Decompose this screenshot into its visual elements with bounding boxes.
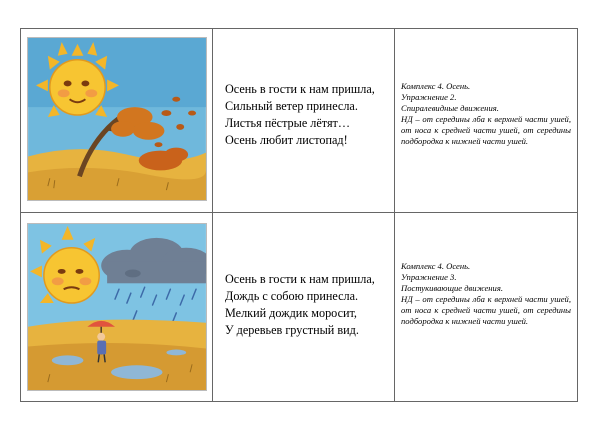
rainy-autumn-illustration: [27, 223, 207, 391]
movement-description: НД – от середины лба к верхней части ушей, от носа к средней части ушей, от середины подбородка к нижней части ушей.: [401, 114, 571, 146]
poem-line: Листья пёстрые лётят…: [225, 116, 351, 130]
poem-line: Осень в гости к нам пришла,: [225, 272, 375, 286]
poem-cell: [213, 29, 395, 212]
movement-type: Спиралевидные движения.: [401, 103, 499, 113]
complex-title: Комплекс 4. Осень.: [401, 261, 471, 271]
instruction-text: [401, 81, 571, 147]
poem-line: Осень любит листопад!: [225, 133, 348, 147]
poem-line: Сильный ветер принесла.: [225, 99, 358, 113]
poem-text: [225, 271, 390, 339]
instruction-cell: [395, 213, 577, 401]
instruction-cell: [395, 29, 577, 212]
movement-type: Постукивающие движения.: [401, 283, 503, 293]
poem-line: Мелкий дождик моросит,: [225, 306, 357, 320]
exercise-number: Упражнение 2.: [401, 92, 457, 102]
movement-description: НД – от середины лба к верхней части ушей, от носа к средней части ушей, от середины подбородка к нижней части ушей.: [401, 294, 571, 326]
sun-rain-illustration-icon: [28, 224, 206, 390]
illustration-cell: [21, 213, 213, 401]
exercise-number: Упражнение 3.: [401, 272, 457, 282]
sun-wind-illustration-icon: [28, 38, 206, 200]
table-row: [21, 213, 577, 401]
illustration-cell: [21, 29, 213, 212]
poem-cell: [213, 213, 395, 401]
poem-line: Осень в гости к нам пришла,: [225, 82, 375, 96]
poem-line: Дождь с собою принесла.: [225, 289, 359, 303]
poem-line: У деревьев грустный вид.: [225, 323, 359, 337]
poem-text: [225, 81, 390, 149]
table-row: [21, 29, 577, 213]
exercise-table: [20, 28, 578, 402]
complex-title: Комплекс 4. Осень.: [401, 81, 471, 91]
instruction-text: [401, 261, 571, 327]
windy-autumn-illustration: [27, 37, 207, 201]
